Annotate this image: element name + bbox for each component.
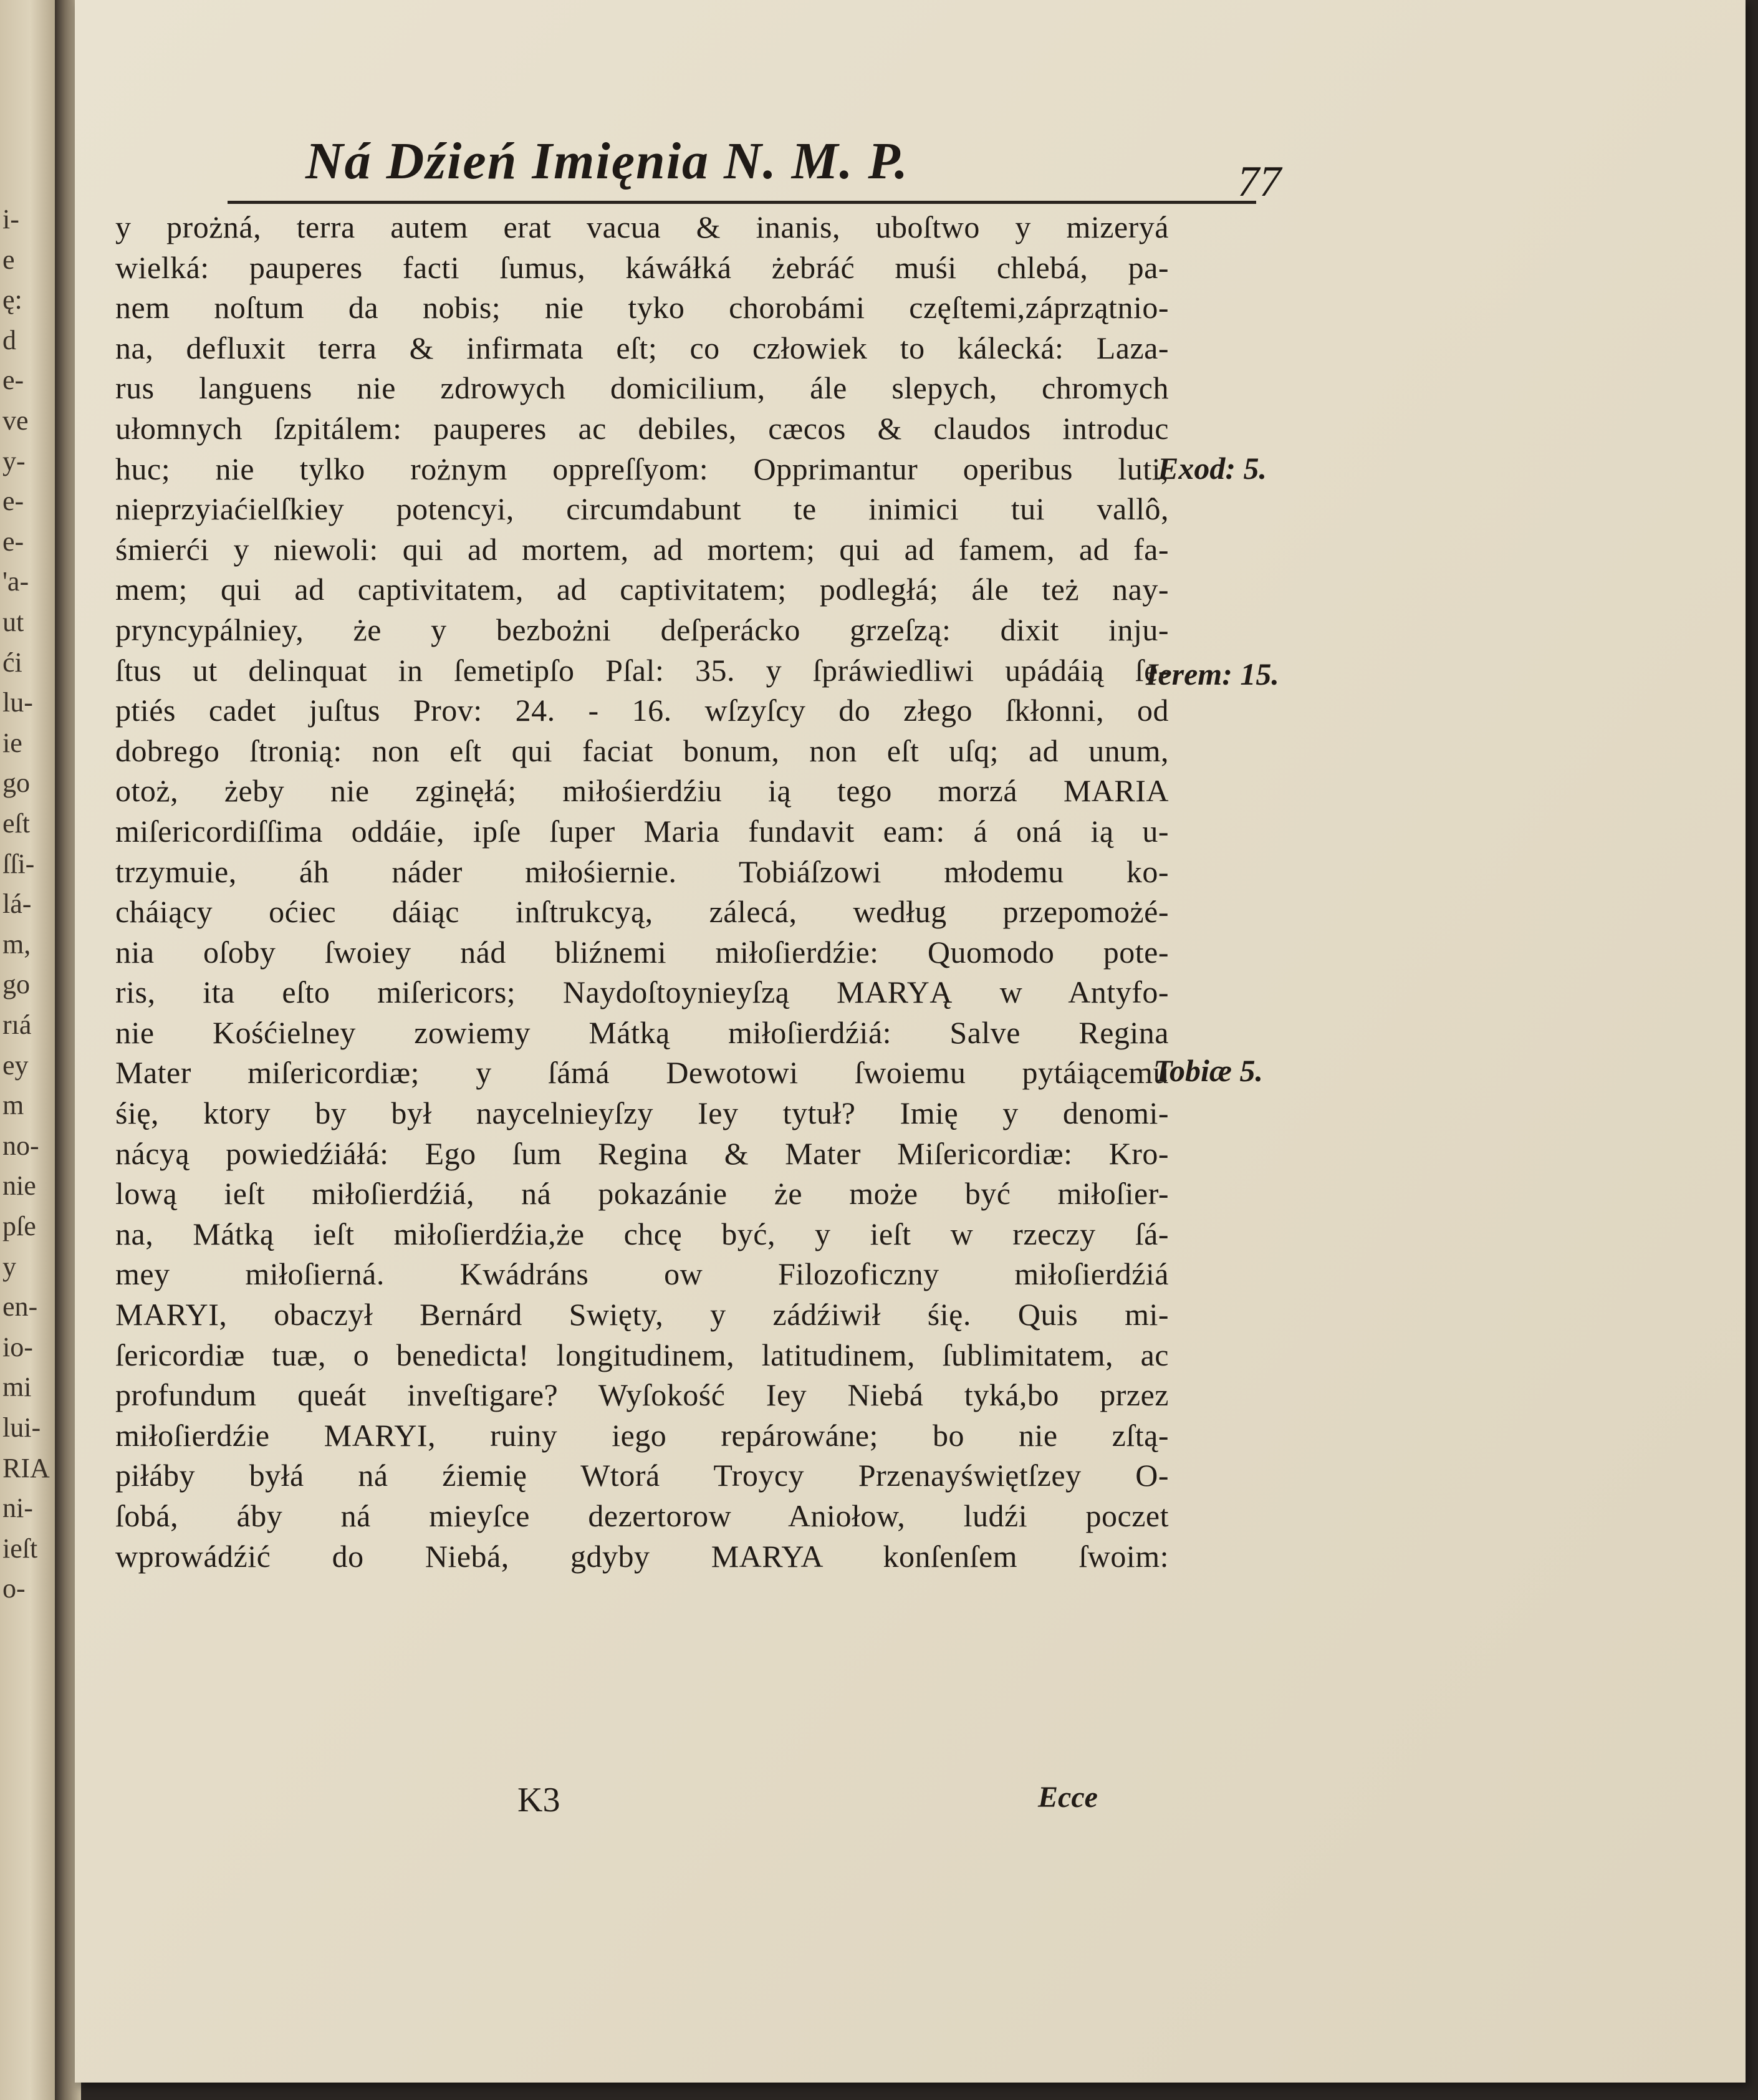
left-page-fragment: ut [2,607,24,637]
left-page-fragment: ey [2,1049,29,1081]
left-page-fragment: d [2,324,16,355]
text-line: mey miłoſierná. Kwádráns ow Filozoficzny miłoſierdźiá [115,1256,1169,1292]
left-page-fragment: m, [2,928,31,960]
text-line: ris, ita eſto miſericors; Naydoſtoynieyſzą MARYĄ w Antyfo- [115,975,1169,1010]
left-page-fragment: rıá [2,1009,32,1040]
text-line: nem noſtum da nobis; nie tyko chorobámi częſtemi,záprzątnio- [115,290,1169,325]
text-line: ſericordiæ tuæ, o benedicta! longitudinem, latitudinem, ſublimitatem, ac [115,1337,1169,1372]
text-line: ſtus ut delinquat in ſemetipſo Pſal: 35. y ſpráwiedliwi upádáią ſe- [115,652,1169,688]
text-line: nia oſoby ſwoiey nád bliźnemi miłoſierdźie: Quomodo pote- [115,934,1169,970]
left-page-fragment: ſſi- [2,848,35,879]
left-page-fragment: e- [2,365,24,396]
left-page-fragment: no- [2,1130,39,1161]
left-page-fragment: go [2,768,30,799]
text-line: wielká: pauperes facti ſumus, káwáłká żebráć muśi chlebá, pa- [115,249,1169,285]
left-page-fragment: nie [2,1170,36,1202]
margin-note-ierem: Ierem: 15. [1146,657,1279,691]
left-page-fragment: ni- [2,1493,33,1524]
left-page-fragment: lu- [2,687,33,718]
text-line: ſobá, áby ná mieyſce dezertorow Aniołow, ludźi poczet [115,1498,1169,1533]
text-line: trzymuie, áh náder miłośiernie. Tobiáſzowi młodemu ko- [115,854,1169,889]
left-page-fragment: ći [2,647,22,678]
left-page-fragment: lá- [2,889,32,920]
text-line: śię, ktory by był naycelnieyſzy Iey tytuł? Imię y denomi- [115,1096,1169,1131]
margin-note-exod: Exod: 5. [1158,451,1267,486]
text-line: śmierći y niewoli: qui ad mortem, ad mortem; qui ad famem, ad fa- [115,531,1169,567]
left-page-fragment: io- [2,1331,33,1362]
text-line: otoż, żeby nie zginęłá; miłośierdźiu ią tego morzá MARIA [115,773,1169,809]
left-page-fragment: go [2,969,30,1000]
text-line: y prożná, terra autem erat vacua & inanis, uboſtwo y mizeryá [115,210,1169,244]
left-facing-page [0,0,55,2100]
text-line: ptiés cadet juſtus Prov: 24. - 16. wſzyſcy do złego ſkłonni, od [115,693,1169,728]
text-line: miſericordiſſima oddáie, ipſe ſuper Maria fundavit eam: á oná ią u- [115,813,1169,849]
left-page-fragment: y [2,1251,16,1282]
text-line: rus languens nie zdrowych domicilium, ále slepych, chromych [115,370,1169,406]
signature-mark: K3 [517,1781,560,1819]
catchword: Ecce [1038,1781,1098,1814]
left-page-fragment: lui- [2,1412,41,1443]
left-page-fragment: e [2,244,15,275]
left-page-fragment: y- [2,445,26,476]
text-line: piłáby byłá ná źiemię Wtorá Troycy Przenayświętſzey O- [115,1458,1169,1493]
left-page-fragment: i- [2,204,19,234]
text-line: cháiący oćiec dáiąc inſtrukcyą, zálecá, według przepomożé- [115,894,1169,930]
text-line: Mater miſericordiæ; y ſámá Dewotowi ſwoiemu pytáiącemu [115,1055,1169,1091]
text-line: lową ieſt miłoſierdźiá, ná pokazánie że może być miłoſier- [115,1176,1169,1211]
left-page-fragment: e- [2,526,24,557]
text-line: nieprzyiaćielſkiey potencyi, circumdabunt te inimici tui vallô, [115,491,1169,527]
text-line: nie Kośćielney zowiemy Mátką miłoſierdźiá: Salve Regina [115,1014,1169,1050]
left-page-fragment: o- [2,1573,26,1604]
text-line: profundum queát inveſtigare? Wyſokość Iey Niebá tyká,bo przez [115,1377,1169,1413]
text-line: na, Mátką ieſt miłoſierdźia,że chcę być, y ieſt w rzeczy ſá- [115,1216,1169,1251]
left-page-fragment: RIA [2,1452,50,1483]
left-page-fragment: en- [2,1291,38,1322]
margin-note-tobiae: Tobiæ 5. [1153,1053,1263,1088]
running-title: Ná Dźień Imięnia N. M. P. [305,132,909,190]
text-line: na, defluxit terra & infirmata eſt; co człowiek to kálecká: Laza- [115,330,1169,365]
book-page [75,0,1746,2083]
text-line: miłoſierdźie MARYI, ruiny iego repárowáne; bo nie zſtą- [115,1417,1169,1453]
left-page-fragment: mi [2,1372,32,1403]
left-page-fragment: ie [2,727,22,758]
left-page-fragment: pſe [2,1211,36,1241]
left-page-fragment: ieſt [2,1533,38,1564]
text-line: nácyą powiedźiáłá: Ego ſum Regina & Mater Miſericordiæ: Kro- [115,1135,1169,1171]
left-page-fragment: ve [2,405,29,436]
header-rule [228,201,1256,204]
body-text [115,207,1169,1576]
left-page-fragment: 'a- [2,566,29,597]
text-line: huc; nie tylko rożnym oppreſſyom: Opprimantur operibus luti, [115,451,1169,486]
left-page-fragment: e- [2,486,24,517]
running-header [228,131,1250,200]
left-page-fragment: eſt [2,808,30,839]
text-line: MARYI, obaczył Bernárd Swięty, y zádźiwił śię. Quis mi- [115,1297,1169,1332]
left-page-fragment: m [2,1090,24,1121]
text-line: pryncypálniey, że y bezbożni deſperácko grzeſzą: dixit inju- [115,612,1169,647]
left-page-fragment: ę: [2,284,22,315]
text-line: ułomnych ſzpitálem: pauperes ac debiles, cæcos & claudos introduc [115,410,1169,446]
page-number: 77 [1237,158,1281,206]
text-line: dobrego ſtronią: non eſt qui faciat bonum, non eſt uſq; ad unum, [115,733,1169,768]
text-line: wprowádźić do Niebá, gdyby MARYA konſenſem ſwoim: [115,1538,1169,1574]
text-line: mem; qui ad captivitatem, ad captivitatem; podległá; ále też nay- [115,572,1169,607]
